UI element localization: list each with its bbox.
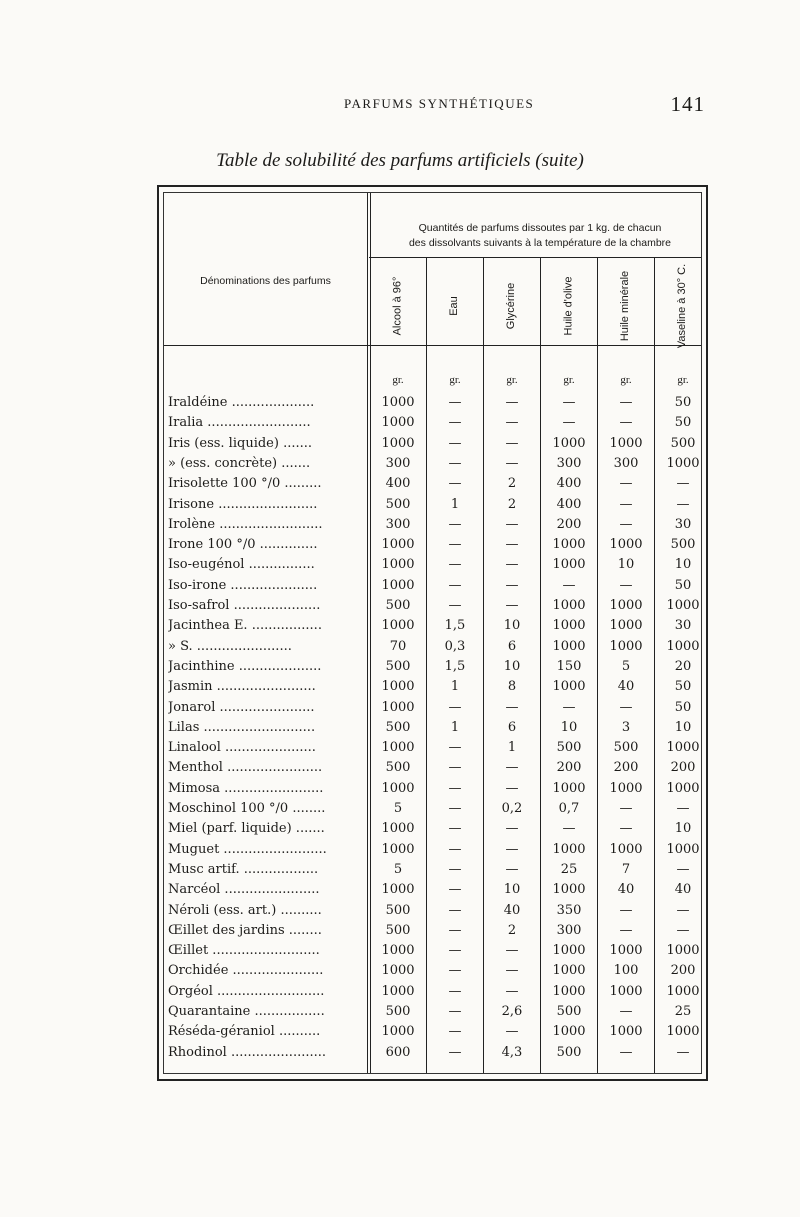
solubility-value: 20 bbox=[674, 658, 692, 674]
solubility-value: — bbox=[448, 455, 462, 471]
solubility-value: 500 bbox=[385, 1004, 411, 1019]
solubility-value: — bbox=[505, 415, 519, 431]
solubility-value: — bbox=[448, 861, 462, 877]
perfume-name: Rhodinol ....................... bbox=[168, 1044, 326, 1060]
solubility-value: — bbox=[619, 902, 633, 918]
solubility-value: 1000 bbox=[552, 618, 586, 634]
solubility-value: 50 bbox=[674, 577, 692, 593]
solubility-value: 1000 bbox=[552, 841, 586, 857]
perfume-name: Quarantaine ................. bbox=[168, 1004, 325, 1019]
solubility-value: 1000 bbox=[381, 577, 415, 593]
solubility-value: 300 bbox=[556, 455, 582, 471]
solubility-value: 350 bbox=[556, 902, 582, 918]
solubility-value: 10 bbox=[560, 719, 578, 735]
solubility-value: — bbox=[448, 841, 462, 857]
solubility-value: 0,3 bbox=[444, 638, 466, 654]
solubility-value: — bbox=[676, 902, 690, 918]
solubility-value: 1000 bbox=[381, 679, 415, 695]
solubility-value: 1000 bbox=[552, 557, 586, 573]
table-row bbox=[164, 1045, 701, 1065]
col-header-alcool: Alcool à 96° bbox=[391, 276, 404, 336]
table-row bbox=[164, 821, 701, 841]
solubility-value: 1000 bbox=[552, 882, 586, 898]
solubility-value: 5 bbox=[393, 801, 403, 816]
solubility-value: — bbox=[448, 760, 462, 776]
solubility-value: 400 bbox=[385, 476, 411, 492]
group-header-line-2: des dissolvants suivants à la température de la chambre bbox=[408, 237, 672, 249]
table-row bbox=[164, 517, 701, 537]
solubility-value: — bbox=[676, 922, 690, 938]
denomination-header: Dénominations des parfums bbox=[200, 275, 331, 287]
solubility-value: — bbox=[619, 476, 633, 492]
solubility-value: 1000 bbox=[552, 537, 586, 553]
unit-label: gr. bbox=[449, 374, 461, 386]
solubility-value: — bbox=[505, 1024, 519, 1040]
solubility-value: 2,6 bbox=[501, 1004, 523, 1019]
perfume-name: Jonarol ....................... bbox=[168, 699, 315, 715]
solubility-value: — bbox=[505, 963, 519, 979]
col-header-glycerine: Glycérine bbox=[505, 282, 517, 330]
solubility-value: — bbox=[505, 760, 519, 776]
solubility-value: — bbox=[448, 598, 462, 613]
solubility-value: 1000 bbox=[381, 841, 415, 857]
solubility-value: 1000 bbox=[609, 618, 643, 634]
solubility-value: 1000 bbox=[666, 598, 700, 613]
solubility-value: — bbox=[505, 861, 519, 877]
solubility-value: 30 bbox=[674, 516, 692, 532]
solubility-value: 10 bbox=[617, 557, 635, 573]
solubility-value: 10 bbox=[674, 557, 692, 573]
perfume-name: Orchidée ...................... bbox=[168, 963, 324, 979]
unit-label: gr. bbox=[392, 374, 404, 386]
solubility-value: — bbox=[448, 740, 462, 756]
solubility-value: — bbox=[619, 922, 633, 938]
solubility-value: 200 bbox=[670, 963, 696, 979]
solubility-value: 1000 bbox=[381, 983, 415, 999]
solubility-value: 0,2 bbox=[501, 801, 523, 816]
perfume-name: Miel (parf. liquide) ....... bbox=[168, 821, 325, 837]
solubility-value: — bbox=[676, 496, 690, 512]
table-row bbox=[164, 618, 701, 638]
solubility-value: 200 bbox=[556, 516, 582, 532]
perfume-name: Narcéol ....................... bbox=[168, 882, 320, 898]
table-row bbox=[164, 679, 701, 699]
solubility-value: 400 bbox=[556, 476, 582, 492]
perfume-name: Irone 100 °/0 .............. bbox=[168, 537, 318, 553]
solubility-table bbox=[157, 185, 708, 1081]
solubility-value: — bbox=[505, 557, 519, 573]
table-row bbox=[164, 943, 701, 963]
perfume-name: » (ess. concrète) ....... bbox=[168, 455, 311, 471]
table-row bbox=[164, 984, 701, 1004]
solubility-value: 10 bbox=[674, 821, 692, 837]
solubility-value: 1000 bbox=[609, 983, 643, 999]
solubility-value: — bbox=[619, 801, 633, 816]
unit-label: gr. bbox=[677, 374, 689, 386]
unit-label: gr. bbox=[563, 374, 575, 386]
solubility-value: — bbox=[562, 395, 576, 410]
running-title: PARFUMS SYNTHÉTIQUES bbox=[344, 96, 535, 111]
solubility-value: — bbox=[505, 455, 519, 471]
perfume-name: Lilas ........................... bbox=[168, 719, 316, 735]
solubility-value: 1000 bbox=[552, 1024, 586, 1040]
solubility-value: 1000 bbox=[609, 598, 643, 613]
perfume-name: Irisone ........................ bbox=[168, 496, 318, 512]
solubility-value: 1000 bbox=[381, 1024, 415, 1040]
solubility-value: — bbox=[448, 1024, 462, 1040]
solubility-value: 1000 bbox=[609, 780, 643, 796]
solubility-value: 6 bbox=[507, 719, 517, 735]
solubility-value: — bbox=[448, 699, 462, 715]
solubility-value: 6 bbox=[507, 638, 517, 654]
solubility-value: 7 bbox=[621, 861, 631, 877]
solubility-value: 30 bbox=[674, 618, 692, 634]
solubility-value: 1000 bbox=[609, 638, 643, 654]
perfume-name: Menthol ....................... bbox=[168, 760, 323, 776]
solubility-value: 10 bbox=[674, 719, 692, 735]
solubility-value: 500 bbox=[613, 740, 639, 756]
solubility-value: 40 bbox=[617, 679, 635, 695]
solubility-value: — bbox=[505, 841, 519, 857]
solubility-value: 5 bbox=[621, 658, 631, 674]
solubility-value: 1000 bbox=[609, 841, 643, 857]
solubility-value: — bbox=[562, 699, 576, 715]
solubility-value: 1000 bbox=[552, 679, 586, 695]
solubility-value: — bbox=[619, 1044, 633, 1060]
solubility-value: 1000 bbox=[381, 699, 415, 715]
perfume-name: Musc artif. .................. bbox=[168, 861, 319, 877]
perfume-name: Iris (ess. liquide) ....... bbox=[168, 435, 312, 451]
solubility-value: 600 bbox=[385, 1044, 411, 1060]
solubility-value: 1000 bbox=[609, 1024, 643, 1040]
perfume-name: Moschinol 100 °/0 ........ bbox=[168, 801, 326, 816]
solubility-value: 2 bbox=[507, 476, 517, 492]
solubility-value: 1000 bbox=[609, 943, 643, 959]
solubility-value: — bbox=[619, 1004, 633, 1019]
table-row bbox=[164, 557, 701, 577]
table-row bbox=[164, 497, 701, 517]
solubility-value: — bbox=[676, 801, 690, 816]
table-row bbox=[164, 963, 701, 983]
solubility-value: 1000 bbox=[552, 943, 586, 959]
table-row bbox=[164, 781, 701, 801]
solubility-value: 1000 bbox=[666, 455, 700, 471]
solubility-value: — bbox=[505, 699, 519, 715]
solubility-value: — bbox=[505, 395, 519, 410]
solubility-value: 1000 bbox=[381, 537, 415, 553]
solubility-value: 1000 bbox=[666, 841, 700, 857]
solubility-value: — bbox=[505, 983, 519, 999]
solubility-value: — bbox=[619, 496, 633, 512]
solubility-value: — bbox=[505, 537, 519, 553]
solubility-value: 400 bbox=[556, 496, 582, 512]
solubility-value: 200 bbox=[613, 760, 639, 776]
solubility-value: 50 bbox=[674, 395, 692, 410]
solubility-value: — bbox=[619, 577, 633, 593]
group-header-rule bbox=[369, 257, 701, 258]
solubility-value: — bbox=[448, 963, 462, 979]
solubility-value: — bbox=[448, 537, 462, 553]
perfume-name: Iso-safrol ..................... bbox=[168, 598, 321, 613]
solubility-value: 500 bbox=[670, 537, 696, 553]
col-header-huile-minerale: Huile minérale bbox=[619, 270, 631, 342]
solubility-value: 500 bbox=[385, 760, 411, 776]
solubility-value: — bbox=[448, 557, 462, 573]
solubility-value: 1000 bbox=[552, 963, 586, 979]
page-number: 141 bbox=[670, 92, 705, 116]
perfume-name: Iraldéine .................... bbox=[168, 395, 315, 410]
table-row bbox=[164, 578, 701, 598]
solvent-group-header bbox=[370, 221, 710, 251]
solubility-value: 0,7 bbox=[558, 801, 580, 816]
solubility-value: 8 bbox=[507, 679, 517, 695]
solubility-value: 40 bbox=[674, 882, 692, 898]
solubility-value: 1000 bbox=[666, 740, 700, 756]
solubility-value: 1000 bbox=[609, 435, 643, 451]
solubility-value: — bbox=[676, 1044, 690, 1060]
solubility-value: 1,5 bbox=[444, 658, 466, 674]
solubility-value: 200 bbox=[556, 760, 582, 776]
unit-label: gr. bbox=[620, 374, 632, 386]
solubility-value: 1000 bbox=[552, 983, 586, 999]
solubility-value: — bbox=[619, 516, 633, 532]
table-row bbox=[164, 415, 701, 435]
solubility-value: 50 bbox=[674, 679, 692, 695]
solubility-value: 300 bbox=[385, 516, 411, 532]
solubility-value: 1000 bbox=[666, 780, 700, 796]
solubility-value: — bbox=[448, 902, 462, 918]
solubility-value: 500 bbox=[385, 496, 411, 512]
table-row bbox=[164, 639, 701, 659]
perfume-name: Orgéol .......................... bbox=[168, 983, 325, 999]
solubility-value: 10 bbox=[503, 882, 521, 898]
table-row bbox=[164, 700, 701, 720]
solubility-value: 1000 bbox=[609, 537, 643, 553]
solubility-value: 500 bbox=[556, 1004, 582, 1019]
solubility-value: — bbox=[448, 415, 462, 431]
solubility-value: 40 bbox=[503, 902, 521, 918]
solubility-value: 300 bbox=[613, 455, 639, 471]
solubility-value: — bbox=[448, 476, 462, 492]
perfume-name: Irolène ......................... bbox=[168, 516, 323, 532]
solubility-value: — bbox=[448, 577, 462, 593]
solubility-value: — bbox=[448, 983, 462, 999]
solubility-value: 40 bbox=[617, 882, 635, 898]
table-row bbox=[164, 862, 701, 882]
solubility-value: — bbox=[448, 780, 462, 796]
table-row bbox=[164, 476, 701, 496]
solubility-value: — bbox=[505, 435, 519, 451]
solubility-value: 1000 bbox=[381, 780, 415, 796]
table-row bbox=[164, 456, 701, 476]
solubility-value: — bbox=[505, 943, 519, 959]
solubility-value: 1000 bbox=[381, 618, 415, 634]
perfume-name: Œillet des jardins ........ bbox=[168, 922, 322, 938]
solubility-value: 1000 bbox=[552, 598, 586, 613]
perfume-name: Œillet .......................... bbox=[168, 943, 320, 959]
table-row bbox=[164, 903, 701, 923]
col-header-vaseline: Vaseline à 30° C. bbox=[676, 263, 688, 349]
solubility-value: 3 bbox=[621, 719, 631, 735]
solubility-value: 1000 bbox=[381, 821, 415, 837]
unit-row bbox=[164, 374, 701, 390]
solubility-value: 300 bbox=[385, 455, 411, 471]
table-row bbox=[164, 740, 701, 760]
solubility-value: — bbox=[619, 821, 633, 837]
table-row bbox=[164, 760, 701, 780]
perfume-name: Néroli (ess. art.) .......... bbox=[168, 902, 322, 918]
solubility-value: 500 bbox=[385, 902, 411, 918]
solubility-value: 200 bbox=[670, 760, 696, 776]
solubility-value: — bbox=[676, 861, 690, 877]
solubility-value: 500 bbox=[385, 719, 411, 735]
solubility-value: — bbox=[562, 415, 576, 431]
solubility-value: 1 bbox=[450, 679, 460, 695]
solubility-value: — bbox=[448, 1004, 462, 1019]
solubility-value: 10 bbox=[503, 658, 521, 674]
perfume-name: Linalool ...................... bbox=[168, 740, 316, 756]
solubility-value: 1000 bbox=[381, 882, 415, 898]
solubility-value: 1000 bbox=[666, 943, 700, 959]
table-row bbox=[164, 1024, 701, 1044]
perfume-name: Muguet ......................... bbox=[168, 841, 327, 857]
table-row bbox=[164, 436, 701, 456]
solubility-value: — bbox=[676, 476, 690, 492]
solubility-value: — bbox=[448, 801, 462, 816]
perfume-name: Mimosa ........................ bbox=[168, 780, 324, 796]
solubility-value: 500 bbox=[670, 435, 696, 451]
perfume-name: Iso-irone ..................... bbox=[168, 577, 318, 593]
group-header-line-1: Quantités de parfums dissoutes par 1 kg. de chacun bbox=[418, 222, 662, 234]
perfume-name: Jasmin ........................ bbox=[168, 679, 316, 695]
table-row bbox=[164, 801, 701, 821]
solubility-value: 300 bbox=[556, 922, 582, 938]
solubility-value: 1000 bbox=[552, 780, 586, 796]
table-inner-border bbox=[163, 192, 702, 1074]
solubility-value: 70 bbox=[389, 638, 407, 654]
solubility-value: 50 bbox=[674, 699, 692, 715]
solubility-value: — bbox=[448, 821, 462, 837]
solubility-value: 500 bbox=[556, 1044, 582, 1060]
solubility-value: 1000 bbox=[381, 963, 415, 979]
solubility-value: — bbox=[448, 922, 462, 938]
solubility-value: — bbox=[619, 699, 633, 715]
table-row bbox=[164, 395, 701, 415]
solubility-value: — bbox=[562, 821, 576, 837]
solubility-value: 1000 bbox=[552, 435, 586, 451]
col-header-eau: Eau bbox=[447, 296, 460, 316]
solubility-value: — bbox=[619, 415, 633, 431]
solubility-value: 1000 bbox=[381, 943, 415, 959]
solubility-value: 10 bbox=[503, 618, 521, 634]
solubility-value: 1000 bbox=[381, 557, 415, 573]
solubility-value: 150 bbox=[556, 658, 582, 674]
solubility-value: 1000 bbox=[381, 435, 415, 451]
table-row bbox=[164, 923, 701, 943]
solubility-value: — bbox=[505, 577, 519, 593]
perfume-name: Jacinthea E. ................. bbox=[168, 618, 322, 634]
solubility-value: — bbox=[448, 1044, 462, 1060]
solubility-value: 1000 bbox=[381, 415, 415, 431]
table-row bbox=[164, 882, 701, 902]
solubility-value: 1 bbox=[507, 740, 517, 756]
solubility-value: — bbox=[562, 577, 576, 593]
solubility-value: — bbox=[619, 395, 633, 410]
solubility-value: — bbox=[448, 882, 462, 898]
solubility-value: 25 bbox=[560, 861, 578, 877]
table-row bbox=[164, 1004, 701, 1024]
table-row bbox=[164, 537, 701, 557]
solubility-value: 1,5 bbox=[444, 618, 466, 634]
table-row bbox=[164, 842, 701, 862]
solubility-value: — bbox=[505, 598, 519, 613]
solubility-value: 1000 bbox=[666, 1024, 700, 1040]
solubility-value: — bbox=[505, 821, 519, 837]
solubility-value: 1 bbox=[450, 496, 460, 512]
solubility-value: 1000 bbox=[552, 638, 586, 654]
solubility-value: 1000 bbox=[381, 740, 415, 756]
running-head bbox=[150, 94, 705, 120]
solubility-value: — bbox=[448, 435, 462, 451]
solubility-value: 100 bbox=[613, 963, 639, 979]
solubility-value: 500 bbox=[385, 598, 411, 613]
unit-label: gr. bbox=[506, 374, 518, 386]
solubility-value: 25 bbox=[674, 1004, 692, 1019]
table-row bbox=[164, 720, 701, 740]
col-header-huile-olive: Huile d'olive bbox=[562, 276, 574, 336]
solubility-value: — bbox=[505, 780, 519, 796]
solubility-value: 4,3 bbox=[501, 1044, 523, 1060]
perfume-name: » S. ....................... bbox=[168, 638, 292, 654]
solubility-value: 5 bbox=[393, 861, 403, 877]
perfume-name: Iso-eugénol ................ bbox=[168, 557, 315, 573]
perfume-name: Réséda-géraniol .......... bbox=[168, 1024, 321, 1040]
solubility-value: 1 bbox=[450, 719, 460, 735]
solubility-value: 2 bbox=[507, 496, 517, 512]
table-row bbox=[164, 598, 701, 618]
header-bottom-rule bbox=[164, 345, 701, 346]
solubility-value: — bbox=[448, 395, 462, 410]
solubility-value: 50 bbox=[674, 415, 692, 431]
solubility-value: 1000 bbox=[381, 395, 415, 410]
solubility-value: 2 bbox=[507, 922, 517, 938]
solubility-value: — bbox=[448, 943, 462, 959]
solubility-value: 500 bbox=[385, 922, 411, 938]
solubility-value: — bbox=[505, 516, 519, 532]
perfume-name: Iralia ......................... bbox=[168, 415, 311, 431]
solubility-value: 1000 bbox=[666, 983, 700, 999]
table-row bbox=[164, 659, 701, 679]
perfume-name: Irisolette 100 °/0 ......... bbox=[168, 476, 322, 492]
solubility-value: 1000 bbox=[666, 638, 700, 654]
table-caption: Table de solubilité des parfums artificiels (suite) bbox=[216, 150, 584, 171]
solubility-value: 500 bbox=[556, 740, 582, 756]
solubility-value: — bbox=[448, 516, 462, 532]
solubility-value: 500 bbox=[385, 658, 411, 674]
perfume-name: Jacinthine .................... bbox=[168, 658, 322, 674]
